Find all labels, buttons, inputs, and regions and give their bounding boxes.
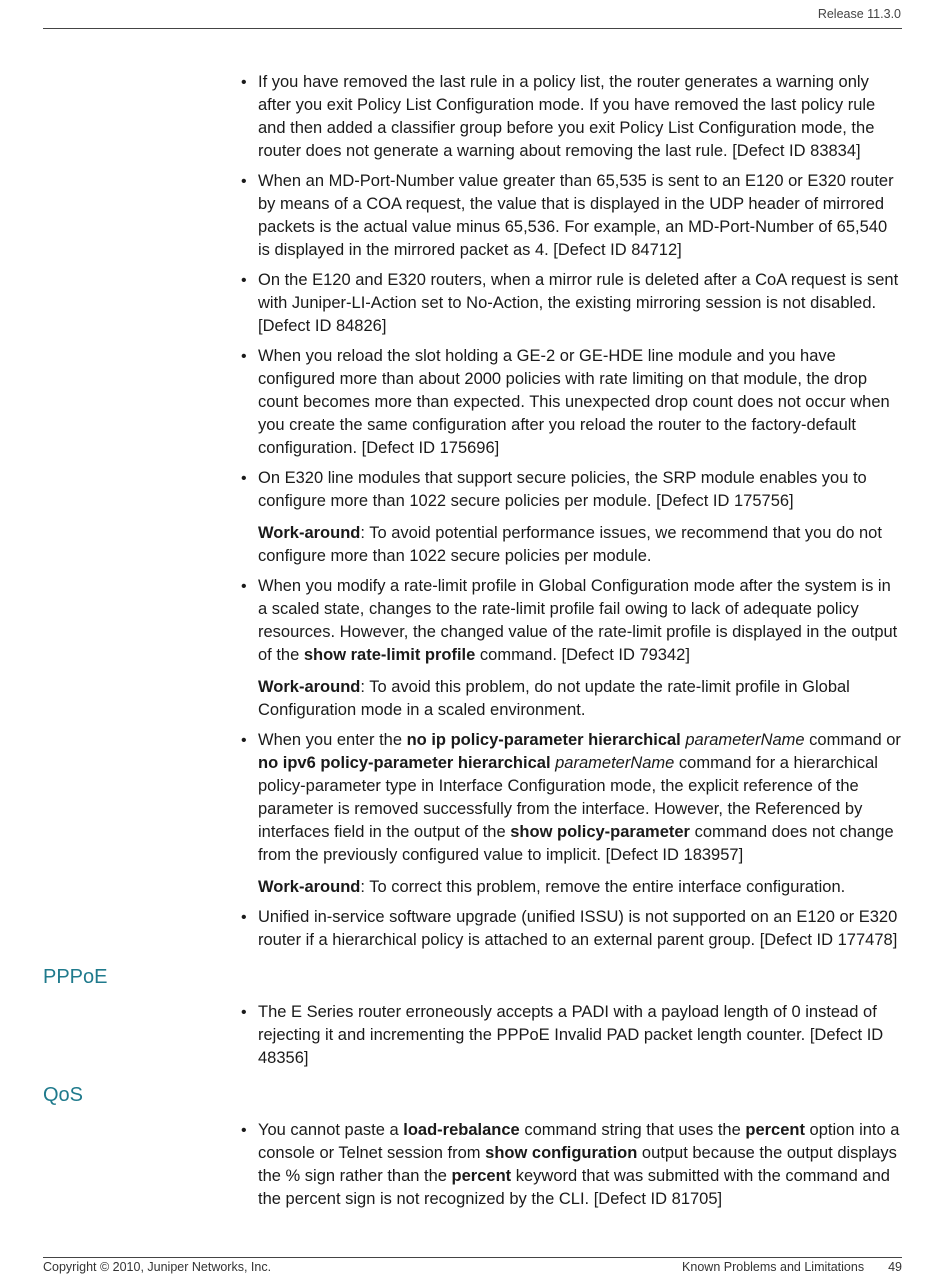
defect-item	[258, 269, 902, 338]
defect-description	[258, 170, 902, 262]
text-run: option into a console or Telnet session from	[258, 1121, 900, 1162]
defect-description	[258, 467, 902, 513]
workaround-note	[258, 676, 902, 722]
command-keyword: Work-around	[258, 678, 361, 696]
defect-description	[258, 269, 902, 338]
text-run: command or	[804, 731, 901, 749]
defect-item	[258, 906, 902, 952]
footer-rule	[43, 1257, 902, 1258]
defect-description	[258, 729, 902, 867]
defect-item	[258, 170, 902, 262]
defect-description	[258, 906, 902, 952]
defect-item	[258, 467, 902, 568]
page-number: 49	[888, 1260, 902, 1274]
text-run: : To correct this problem, remove the entire interface configuration.	[360, 878, 846, 896]
workaround-note	[258, 876, 902, 899]
text-run: If you have removed the last rule in a policy list, the router generates a warning only after you exit Policy List Configuration mode. If you have removed the last policy rule and then added a classifier group before you exit Policy List Configuration mode, the router does not generate a warning about removing the last rule. [Defect ID 83834]	[258, 73, 876, 160]
workaround-note	[258, 522, 902, 568]
footer-right	[682, 1260, 902, 1274]
defect-item	[258, 1119, 902, 1211]
command-keyword: show policy-parameter	[510, 823, 690, 841]
defect-description	[258, 345, 902, 460]
defect-item	[258, 575, 902, 722]
text-run: : To avoid potential performance issues, we recommend that you do not configure more than 1022 secure policies per module.	[258, 524, 882, 565]
text-run: The E Series router erroneously accepts a PADI with a payload length of 0 instead of rejecting it and incrementing the PPPoE Invalid PAD packet length counter. [Defect ID 48356]	[258, 1003, 884, 1067]
text-run: output because the output displays the % sign rather than the	[258, 1144, 897, 1185]
text-run: On the E120 and E320 routers, when a mirror rule is deleted after a CoA request is sent with Juniper-LI-Action set to No-Action, the existing mirroring session is not disabled. [Defect ID 84826]	[258, 271, 899, 335]
defect-item	[258, 1001, 902, 1070]
parameter-placeholder: parameterName	[685, 731, 805, 749]
section-heading-pppoe: PPPoE	[43, 966, 108, 988]
header-rule	[43, 28, 902, 29]
footer-section-title: Known Problems and Limitations	[682, 1260, 865, 1274]
defect-item	[258, 729, 902, 899]
main-content	[0, 71, 950, 1218]
text-run: On E320 line modules that support secure policies, the SRP module enables you to configure more than 1022 secure policies per module. [Defect ID 175756]	[258, 469, 867, 510]
release-label: Release 11.3.0	[817, 7, 901, 21]
defect-item	[258, 345, 902, 460]
text-run: command. [Defect ID 79342]	[475, 646, 690, 664]
footer-copyright: Copyright © 2010, Juniper Networks, Inc.	[43, 1260, 272, 1274]
command-keyword: no ip policy-parameter hierarchical	[406, 731, 681, 749]
command-keyword: percent	[451, 1167, 512, 1185]
text-run: When you modify a rate-limit profile in Global Configuration mode after the system is in a scaled state, changes to the rate-limit profile fail owing to lack of adequate policy resources. However, the changed value of the rate-limit profile is displayed in the output of the	[258, 577, 898, 664]
section-heading-qos: QoS	[43, 1084, 84, 1106]
command-keyword: Work-around	[258, 524, 361, 542]
defect-list-pppoe	[0, 1001, 950, 1070]
parameter-placeholder: parameterName	[555, 754, 675, 772]
text-run: command string that uses the	[519, 1121, 746, 1139]
command-keyword: Work-around	[258, 878, 361, 896]
text-run: When you reload the slot holding a GE-2 or GE-HDE line module and you have configured more than about 2000 policies with rate limiting on that module, the drop count becomes more than expected. This unexpected drop count does not occur when you create the same configuration after you reload the router to the factory-default configuration. [Defect ID 175696]	[258, 347, 890, 457]
text-run: keyword that was submitted with the command and the percent sign is not recognized by the CLI. [Defect ID 81705]	[258, 1167, 890, 1208]
command-keyword: percent	[745, 1121, 805, 1139]
command-keyword: no ipv6 policy-parameter hierarchical	[258, 754, 551, 772]
defect-description	[258, 71, 902, 163]
text-run: You cannot paste a	[258, 1121, 404, 1139]
text-run: Unified in-service software upgrade (unified ISSU) is not supported on an E120 or E320 router if a hierarchical policy is attached to an external parent group. [Defect ID 177478]	[258, 908, 898, 949]
defect-list-qos	[0, 1119, 950, 1211]
text-run: command for a hierarchical policy-parameter type in Interface Configuration mode, the explicit reference of the parameter is removed successfully from the interface. However, the Referenced by interfaces field in the output of the	[258, 754, 878, 841]
text-run: When you enter the	[258, 731, 407, 749]
defect-description	[258, 1001, 902, 1070]
defect-description	[258, 1119, 902, 1211]
text-run: When an MD-Port-Number value greater than 65,535 is sent to an E120 or E320 router by means of a COA request, the value that is displayed in the UDP header of mirrored packets is the actual value minus 65,536. For example, an MD-Port-Number of 65,540 is displayed in the mirrored packet as 4. [Defect ID 84712]	[258, 172, 894, 259]
defect-item	[258, 71, 902, 163]
command-keyword: show rate-limit profile	[303, 646, 476, 664]
defect-description	[258, 575, 902, 667]
command-keyword: load-rebalance	[403, 1121, 520, 1139]
defect-list-top	[0, 71, 950, 952]
command-keyword: show configuration	[485, 1144, 638, 1162]
text-run: : To avoid this problem, do not update the rate-limit profile in Global Configuration mode in a scaled environment.	[258, 678, 850, 719]
text-run: command does not change from the previously configured value to implicit. [Defect ID 183957]	[258, 823, 894, 864]
